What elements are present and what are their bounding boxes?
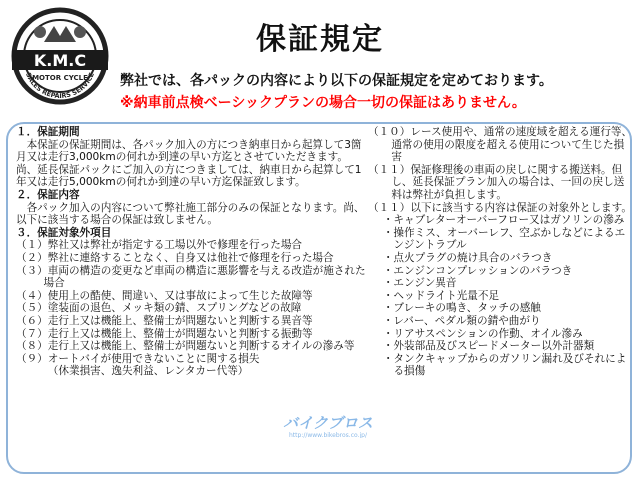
intro-text: 弊社では、各パックの内容により以下の保証規定を定めております。 — [120, 73, 553, 89]
excluded-condition: ・キャブレターオーバーフロー又はガソリンの滲み — [382, 214, 625, 227]
excluded-condition: ・エンジン異音 — [382, 277, 457, 290]
exclusion-item: （１０）レース使用や、通常の速度域を超える運行等、通常の使用の限度を超える使用について生じた損害 — [368, 126, 633, 164]
logo-ring-text: SALES REPAIRS SERVICE — [24, 71, 96, 101]
watermark-text: バイクブロス — [283, 414, 373, 432]
right-column — [368, 126, 634, 378]
exclusion-item: （２）弊社に連絡することなく、自身又は他社で修理を行った場合 — [16, 251, 334, 264]
exclusion-item: （９）オートバイが使用できないことに関する損失 — [16, 352, 260, 365]
section-2-title: ２．保証内容 — [16, 188, 80, 201]
excluded-condition: ・ブレーキの鳴き、タッチの感触 — [382, 302, 541, 315]
section-1-title: １．保証期間 — [16, 126, 80, 138]
exclusion-item: （６）走行上又は機能上、整備士が問題ないと判断する異音等 — [16, 314, 313, 327]
exclusion-item: （８）走行上又は機能上、整備士が問題ないと判断するオイルの滲み等 — [16, 340, 355, 353]
excluded-condition: ・外装部品及びスピードメーター以外計器類 — [382, 340, 595, 353]
section-3-title: ３．保証対象外項目 — [16, 226, 112, 239]
exclusion-item: （４）使用上の酷使、間違い、又は事故によって生じた故障等 — [16, 289, 313, 302]
left-column — [16, 126, 368, 378]
watermark-url: http://www.bikebros.co.jp/ — [288, 432, 368, 438]
no-warranty-notice: ※納車前点検ベーシックプランの場合一切の保証はありません。 — [120, 95, 526, 111]
exclusion-item: （７）走行上又は機能上、整備士が問題ないと判断する振動等 — [16, 327, 313, 340]
exclusion-item: （５）塗装面の退色、メッキ類の錆、スプリングなどの故障 — [16, 302, 302, 315]
section-1-body: 本保証の保証期間は、各パック加入の方につき納車日から起算して3箇月又は走行3,000kmの何れか到達の早い方迄とさせていただきます。尚、延長保証パックにご加入の方につきましては、納車日から起算して1年又は走行5,000kmの何れか到達の早い方迄保証致します。 — [16, 138, 362, 189]
logo-name: K.M.C — [33, 51, 87, 70]
excluded-condition: ・レバー、ペダル類の錆や曲がり — [382, 314, 541, 327]
exclusion-item: （１１）以下に該当する内容は保証の対象外とします。 — [368, 201, 632, 214]
exclusion-item: （１１）保証修理後の車両の戻しに関する搬送料。但し、延長保証プラン加入の場合は、一回の戻し送料は弊社が負担します。 — [368, 163, 625, 201]
excluded-condition: ・タンクキャップからのガソリン漏れ及びそれによる損傷 — [382, 352, 627, 378]
excluded-condition: ・ヘッドライト光量不足 — [382, 289, 500, 302]
excluded-condition: ・エンジンコンプレッションのバラつき — [382, 264, 573, 277]
page-title: 保証規定 — [256, 22, 384, 57]
logo-sub: MOTOR CYCLE — [32, 74, 88, 82]
section-2-body: 各パック加入の内容について弊社施工部分のみの保証となります。尚、以下に該当する場合の保証は致しません。 — [16, 201, 365, 227]
excluded-condition: ・操作ミス、オーバーレフ、空ぶかしなどによるエンジントラブル — [382, 226, 626, 252]
exclusion-item: （１）弊社又は弊社が指定する工場以外で修理を行った場合 — [16, 239, 303, 252]
excluded-condition: ・点火プラグの焼け具合のバラつき — [382, 251, 553, 264]
excluded-condition: ・リアサスペンションの作動、オイル滲み — [382, 327, 583, 340]
exclusion-item-9-detail: （休業損害、逸失利益、レンタカー代等） — [47, 365, 249, 378]
exclusion-item: （３）車両の構造の変更など車両の構造に悪影響を与える改造が施された場合 — [16, 264, 366, 290]
